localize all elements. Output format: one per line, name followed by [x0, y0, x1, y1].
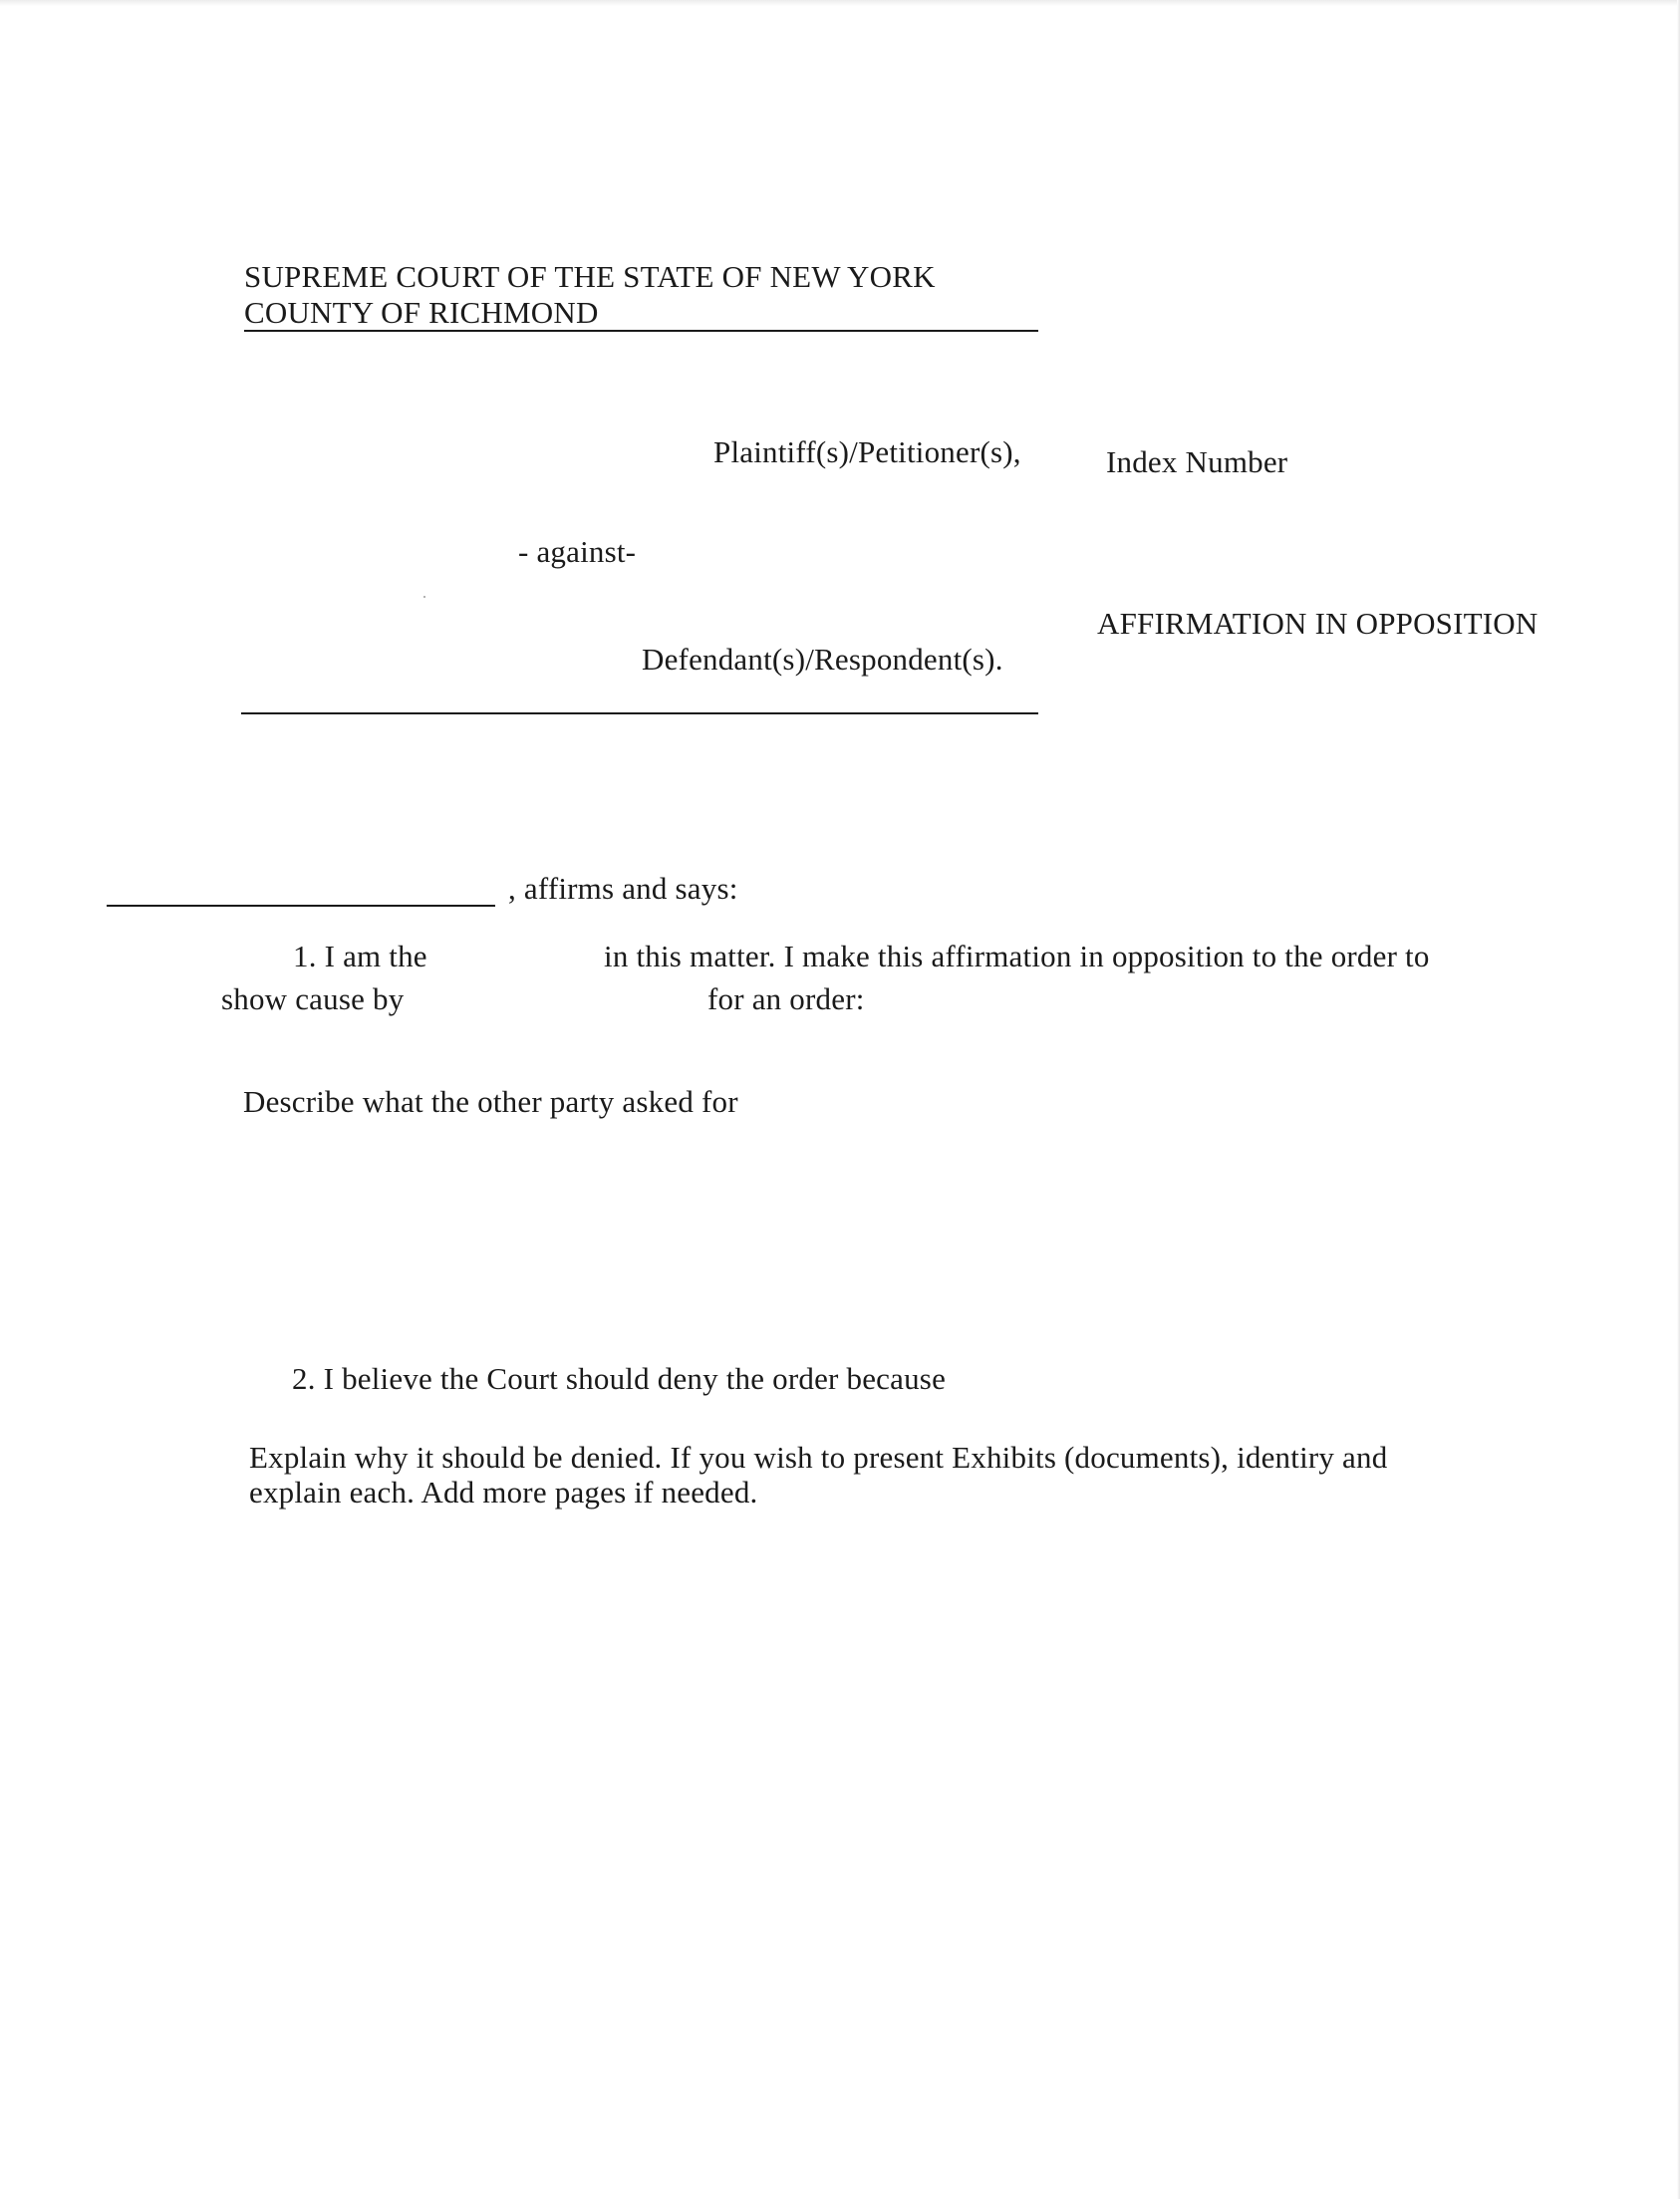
header-underline [244, 330, 1038, 332]
plaintiff-label: Plaintiff(s)/Petitioner(s), [713, 434, 1021, 469]
affiant-name-blank [107, 905, 495, 907]
affirms-text: , affirms and says: [508, 871, 738, 906]
caption-bottom-rule [241, 712, 1038, 714]
para2-text: 2. I believe the Court should deny the order because [292, 1361, 947, 1396]
para1-line2-start: show cause by [221, 981, 405, 1016]
describe-instruction: Describe what the other party asked for [243, 1084, 738, 1119]
explain-line-2: explain each. Add more pages if needed. [249, 1475, 758, 1510]
scan-top-edge [0, 0, 1680, 6]
scan-speck [423, 596, 425, 598]
para1-line2-end: for an order: [707, 981, 865, 1016]
para1-start: 1. I am the [293, 939, 427, 973]
para1-middle: in this matter. I make this affirmation in opposition to the order to [604, 939, 1430, 973]
defendant-label: Defendant(s)/Respondent(s). [642, 642, 1003, 677]
document-title: AFFIRMATION IN OPPOSITION [1097, 606, 1539, 641]
against-label: - against- [518, 534, 637, 569]
explain-line-1: Explain why it should be denied. If you wish to present Exhibits (documents), identiry and [249, 1440, 1388, 1475]
court-name-line: SUPREME COURT OF THE STATE OF NEW YORK [244, 259, 936, 294]
index-number-label: Index Number [1106, 444, 1288, 479]
court-county-line: COUNTY OF RICHMOND [244, 295, 599, 330]
